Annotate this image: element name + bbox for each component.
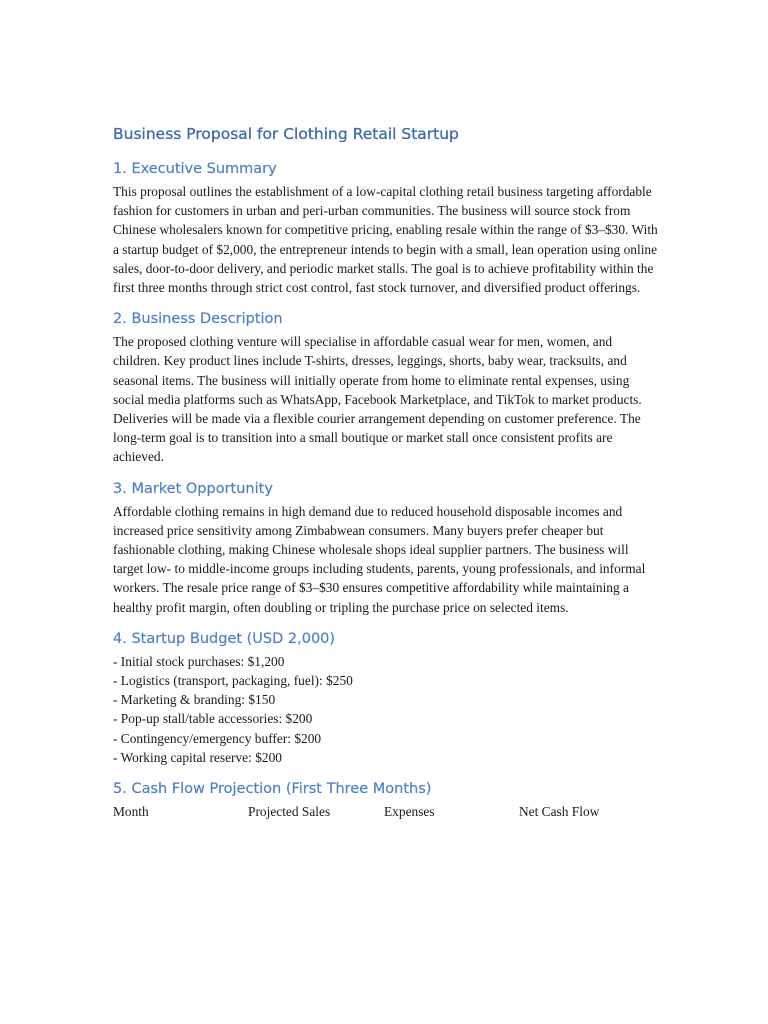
section-heading-startup-budget: 4. Startup Budget (USD 2,000) xyxy=(113,630,336,647)
budget-item: - Initial stock purchases: $1,200 xyxy=(113,653,285,669)
budget-list xyxy=(113,652,660,767)
section-heading-market-opportunity: 3. Market Opportunity xyxy=(113,480,273,497)
budget-item: - Working capital reserve: $200 xyxy=(113,749,282,765)
cash-flow-table-header xyxy=(113,802,660,821)
section-heading-business-description: 2. Business Description xyxy=(113,311,283,328)
budget-item: - Contingency/emergency buffer: $200 xyxy=(113,730,322,746)
budget-item: - Pop-up stall/table accessories: $200 xyxy=(113,711,313,727)
column-header-month: Month xyxy=(113,804,149,820)
section-body-market-opportunity: Affordable clothing remains in high demand due to reduced household disposable incomes and increased price sensitivity among Zimbabwean consumers. Many buyers prefer cheaper but fashionable clothing, making Chinese wholesale shops ideal supplier partners. The business will target low- to middle-income groups including students, parents, young professionals, and informal workers. The resale price range of $3–$30 ensures competitive affordability while maintaining a healthy profit margin, often doubling or tripling the purchase price on selected items. xyxy=(113,503,646,615)
column-header-expenses: Expenses xyxy=(384,804,435,820)
document-title: Business Proposal for Clothing Retail Startup xyxy=(113,125,459,143)
section-heading-cash-flow: 5. Cash Flow Projection (First Three Months) xyxy=(113,781,432,798)
section-heading-executive-summary: 1. Executive Summary xyxy=(113,161,277,177)
budget-item: - Marketing & branding: $150 xyxy=(113,692,276,708)
section-body-executive-summary: This proposal outlines the establishment of a low-capital clothing retail business targeting affordable fashion for customers in urban and peri-urban communities. The business will source stock from Chinese wholesalers known for competitive pricing, enabling resale within the range of $3–$30. With a startup budget of $2,000, the entrepreneur intends to begin with a small, lean operation using online sales, door-to-door delivery, and periodic market stalls. The goal is to achieve profitability within the first three months through strict cost control, fast stock turnover, and diversified product offerings. xyxy=(113,184,658,296)
budget-item: - Logistics (transport, packaging, fuel): $250 xyxy=(113,673,353,689)
column-header-net-cash-flow: Net Cash Flow xyxy=(519,804,600,820)
section-body-business-description: The proposed clothing venture will specialise in affordable casual wear for men, women, and children. Key product lines include T-shirts, dresses, leggings, shorts, baby wear, tracksuits, and seasonal items. The business will initially operate from home to eliminate rental expenses, using social media platforms such as WhatsApp, Facebook Marketplace, and TikTok to market products. Deliveries will be made via a flexible courier arrangement depending on customer preference. The long-term goal is to transition into a small boutique or market stall once consistent profits are achieved. xyxy=(113,334,642,465)
column-header-projected-sales: Projected Sales xyxy=(248,804,331,820)
